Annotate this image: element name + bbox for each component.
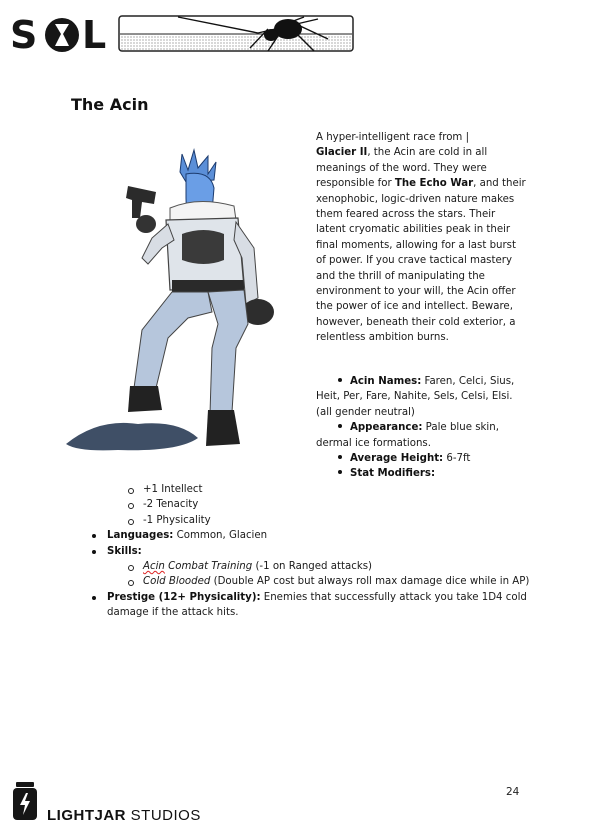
languages-label: Languages: bbox=[107, 530, 174, 542]
bullet-icon bbox=[92, 550, 96, 554]
header-banner bbox=[118, 15, 354, 52]
sub-bullet-icon bbox=[128, 503, 134, 509]
echo-war-term: The Echo War bbox=[394, 178, 474, 190]
stat-modifier-item bbox=[92, 513, 532, 528]
names-label: Acin Names: bbox=[350, 376, 422, 387]
bullet-icon bbox=[338, 455, 342, 459]
names-value: Faren, Celci, Sius, Heit, Per, Fare, Nahite, Sels, Celsi, Elsi. (all gender neutral) bbox=[316, 376, 515, 418]
skill-item bbox=[92, 559, 532, 574]
skill-2-name: Cold Blooded bbox=[143, 576, 211, 588]
prestige-value: Enemies that successfully attack you take 1D4 cold damage if the attack hits. bbox=[107, 591, 527, 619]
studio-name-thin: STUDIOS bbox=[126, 807, 201, 824]
languages-item bbox=[92, 528, 532, 543]
page-title: The Acin bbox=[71, 95, 149, 114]
bullet-icon bbox=[338, 470, 342, 474]
skills-item bbox=[92, 544, 532, 559]
skill-item bbox=[92, 574, 532, 589]
bullet-icon bbox=[338, 424, 342, 428]
sol-logo bbox=[10, 14, 115, 54]
intro-text-2: , the Acin are cold in all meanings of the word. They were responsible for bbox=[316, 147, 488, 190]
acin-illustration bbox=[58, 148, 296, 460]
sub-bullet-icon bbox=[128, 519, 134, 525]
studio-name-bold: LIGHTJAR bbox=[47, 807, 126, 824]
appearance-value: Pale blue skin, dermal ice formations. bbox=[316, 422, 499, 449]
details-list bbox=[92, 482, 532, 621]
stat-modifier-item bbox=[92, 482, 532, 497]
appearance-label: Appearance: bbox=[350, 422, 423, 434]
page-number: 24 bbox=[506, 786, 520, 798]
bullet-icon bbox=[338, 378, 342, 382]
stat-intellect: +1 Intellect bbox=[143, 484, 203, 495]
svg-text:L: L bbox=[82, 14, 107, 54]
height-label: Average Height: bbox=[350, 453, 444, 465]
bullet-icon bbox=[92, 534, 96, 538]
skill-2-desc: (Double AP cost but always roll max damage dice while in AP) bbox=[210, 576, 530, 588]
prestige-label: Prestige (12+ Physicality): bbox=[107, 591, 261, 603]
stat-modifier-item bbox=[92, 497, 532, 512]
sub-bullet-icon bbox=[128, 565, 134, 571]
skill-1-name-b: Combat Training bbox=[164, 561, 253, 573]
intro-text-1: A hyper-intelligent race from | bbox=[316, 132, 470, 143]
names-item bbox=[316, 374, 530, 420]
stat-tenacity: -2 Tenacity bbox=[143, 499, 199, 511]
height-item bbox=[316, 451, 530, 466]
studio-name bbox=[47, 807, 201, 824]
bullet-icon bbox=[92, 596, 96, 600]
lightjar-jar-icon bbox=[12, 781, 38, 821]
traits-list bbox=[316, 374, 530, 482]
stat-modifiers-item bbox=[316, 466, 530, 481]
height-value: 6-7ft bbox=[443, 453, 471, 465]
sub-bullet-icon bbox=[128, 580, 134, 586]
intro-text-3: , and their xenophobic, logic-driven nature makes them feared across the stars. Their latent cryomatic abilities peak in their final moments, allowing for a last burst of power. If you crave tactical mastery and the thrill of manipulating the environment to your will, the Acin offer the power of ice and intellect. Beware, however, beneath their cold exterior, a relentless ambition burns. bbox=[316, 178, 526, 344]
intro-paragraph bbox=[316, 130, 528, 346]
prestige-item bbox=[92, 590, 532, 621]
glacier-ii-term: Glacier II bbox=[316, 147, 368, 159]
skill-1-desc: (-1 on Ranged attacks) bbox=[252, 561, 373, 573]
languages-value: Common, Glacien bbox=[173, 530, 268, 542]
svg-text:S: S bbox=[10, 14, 37, 54]
appearance-item bbox=[316, 420, 530, 451]
skills-label: Skills: bbox=[107, 545, 142, 557]
stat-physicality: -1 Physicality bbox=[143, 514, 211, 526]
sub-bullet-icon bbox=[128, 488, 134, 494]
skill-1-name-a: Acin bbox=[143, 561, 165, 573]
stat-modifiers-label: Stat Modifiers: bbox=[350, 468, 436, 480]
